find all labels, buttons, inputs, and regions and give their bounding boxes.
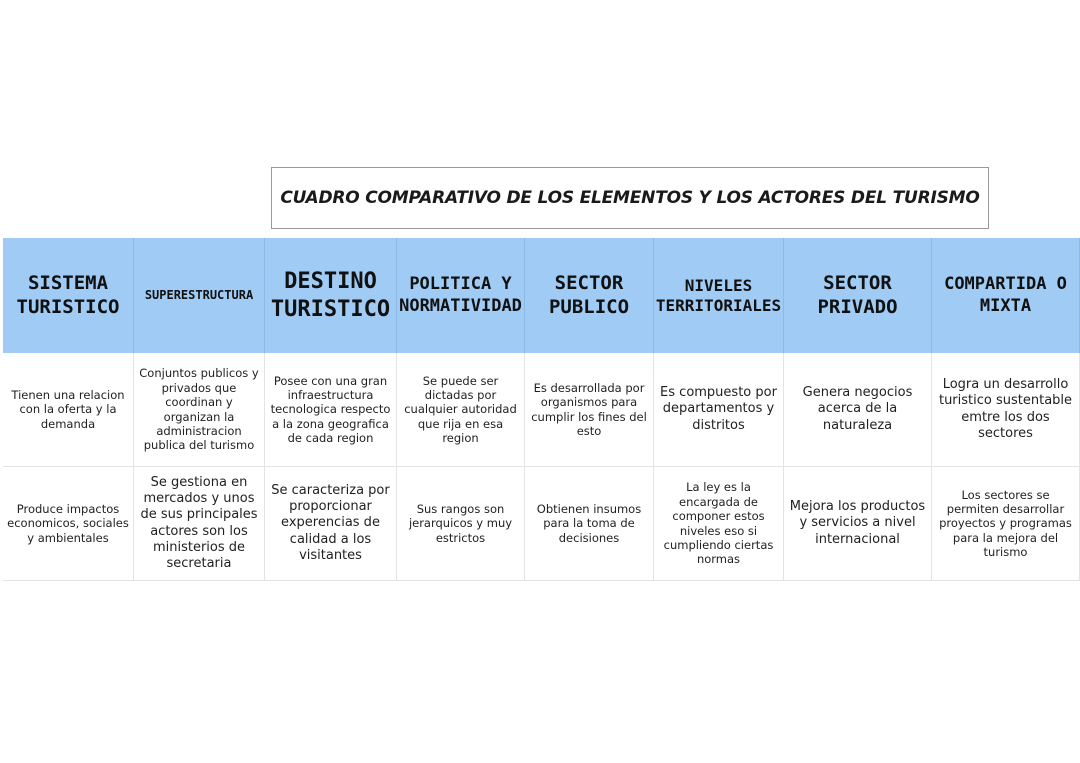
table-cell: Mejora los productos y servicios a nivel internacional [784, 467, 932, 581]
header-sistema-turistico: SISTEMA TURISTICO [3, 238, 134, 353]
table-cell: La ley es la encargada de componer estos niveles eso si cumpliendo ciertas normas [654, 467, 784, 581]
header-politica-normatividad: POLITICA Y NORMATIVIDAD [397, 238, 525, 353]
header-superestructura: SUPERESTRUCTURA [134, 238, 265, 353]
table-cell: Obtienen insumos para la toma de decisiones [525, 467, 654, 581]
table-cell: Posee con una gran infraestructura tecnologica respecto a la zona geografica de cada region [265, 353, 397, 467]
table-cell: Es compuesto por departamentos y distritos [654, 353, 784, 467]
table-cell: Es desarrollada por organismos para cumplir los fines del esto [525, 353, 654, 467]
title-box [271, 167, 989, 229]
comparison-table [3, 238, 1080, 581]
table-cell: Sus rangos son jerarquicos y muy estrictos [397, 467, 525, 581]
header-sector-privado: SECTOR PRIVADO [784, 238, 932, 353]
table-cell: Genera negocios acerca de la naturaleza [784, 353, 932, 467]
header-destino-turistico: DESTINO TURISTICO [265, 238, 397, 353]
page-title: CUADRO COMPARATIVO DE LOS ELEMENTOS Y LOS ACTORES DEL TURISMO [280, 188, 980, 208]
header-niveles-territoriales: NIVELES TERRITORIALES [654, 238, 784, 353]
table-cell: Se gestiona en mercados y unos de sus principales actores son los ministerios de secretaria [134, 467, 265, 581]
table-cell: Logra un desarrollo turistico sustentable emtre los dos sectores [932, 353, 1080, 467]
table-cell: Los sectores se permiten desarrollar proyectos y programas para la mejora del turismo [932, 467, 1080, 581]
header-compartida-mixta: COMPARTIDA O MIXTA [932, 238, 1080, 353]
table-cell: Produce impactos economicos, sociales y ambientales [3, 467, 134, 581]
table-cell: Conjuntos publicos y privados que coordinan y organizan la administracion publica del turismo [134, 353, 265, 467]
table-cell: Se puede ser dictadas por cualquier autoridad que rija en esa region [397, 353, 525, 467]
header-sector-publico: SECTOR PUBLICO [525, 238, 654, 353]
table-cell: Tienen una relacion con la oferta y la demanda [3, 353, 134, 467]
table-cell: Se caracteriza por proporcionar experencias de calidad a los visitantes [265, 467, 397, 581]
